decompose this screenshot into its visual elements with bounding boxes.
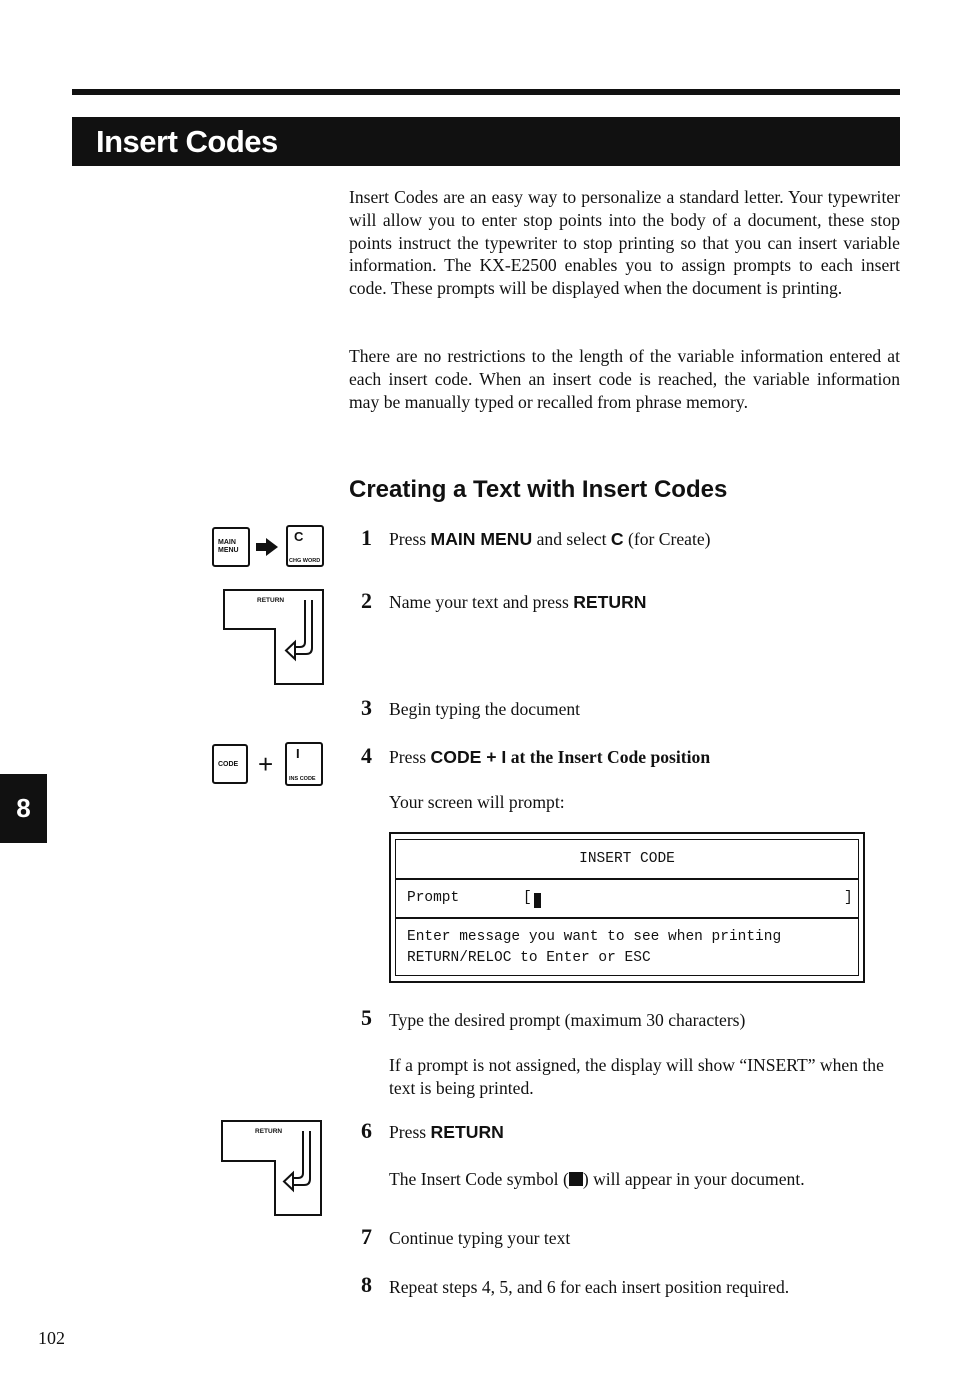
screen-prompt-box: [389, 832, 865, 983]
step-number: 8: [361, 1272, 372, 1297]
step-7-text: Continue typing your text: [389, 1228, 571, 1248]
i-key-icon: I INS CODE: [285, 742, 323, 786]
insert-code-symbol-icon: [569, 1172, 583, 1186]
step-number: 1: [361, 525, 372, 550]
arrow-right-icon: [256, 538, 278, 556]
step-number: 4: [361, 743, 372, 768]
step-number: 2: [361, 588, 372, 613]
return-key-label: RETURN: [257, 597, 285, 604]
step-number: 5: [361, 1005, 372, 1030]
top-rule: [72, 89, 900, 95]
page-number: 102: [38, 1328, 65, 1348]
step-6-note: The Insert Code symbol ( ) will appear in your document.: [389, 1169, 805, 1189]
step-2-text: Name your text and press RETURN: [389, 592, 647, 612]
step-number: 6: [361, 1118, 372, 1143]
screen-title: INSERT CODE: [579, 851, 675, 867]
screen-prompt-open: [: [523, 890, 532, 906]
screen-prompt-close: ]: [844, 890, 853, 906]
step-5-note: If a prompt is not assigned, the display will show “INSERT” when the text is being printed.: [389, 1055, 884, 1098]
step-4-note: Your screen will prompt:: [389, 792, 565, 812]
intro-paragraph-2: There are no restrictions to the length of the variable information entered at each insert code. When an insert code is reached, the variable information may be manually typed or recalled from phrase memory.: [349, 346, 900, 412]
screen-message-line-2: RETURN/RELOC to Enter or ESC: [407, 950, 651, 966]
section-heading: Creating a Text with Insert Codes: [349, 476, 728, 503]
c-key-icon: C CHG WORD: [286, 525, 324, 567]
plus-sign: +: [258, 749, 274, 779]
step-1-text: Press MAIN MENU and select C (for Create): [389, 529, 711, 549]
step-4-text: Press CODE + I at the Insert Code position: [389, 747, 711, 767]
code-key-icon: CODE: [212, 744, 248, 784]
step-5-text: Type the desired prompt (maximum 30 characters): [389, 1010, 746, 1030]
main-menu-key-icon: MAIN MENU: [212, 527, 250, 567]
step-6-text: Press RETURN: [389, 1122, 504, 1142]
chapter-tab: 8: [0, 774, 47, 843]
step-number: 3: [361, 695, 372, 720]
intro-paragraph-1: Insert Codes are an easy way to personalize a standard letter. Your typewriter will allow you to enter stop points into the body of a document, these stop points instruct the typewriter to stop printing so that you can insert variable information. The KX-E2500 enables you to assign prompts to each insert code. These prompts will be displayed when the document is printing.: [349, 187, 900, 299]
step-8-text: Repeat steps 4, 5, and 6 for each insert position required.: [389, 1277, 790, 1297]
screen-message-line-1: Enter message you want to see when printing: [407, 929, 782, 945]
step-3-text: Begin typing the document: [389, 699, 581, 719]
return-key-label-2: RETURN: [255, 1128, 283, 1135]
page-title: Insert Codes: [96, 124, 278, 159]
step-number: 7: [361, 1224, 372, 1249]
cursor-icon: [534, 893, 541, 908]
screen-prompt-label: Prompt: [407, 890, 460, 906]
